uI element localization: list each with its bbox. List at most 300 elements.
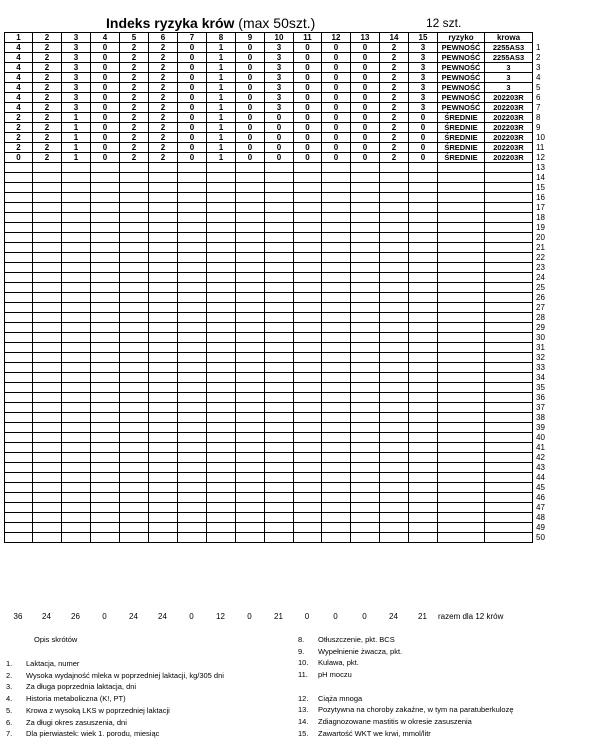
empty-cell xyxy=(149,343,178,353)
score-cell: 3 xyxy=(409,63,438,73)
total-value: 0 xyxy=(333,612,338,621)
cow-cell: 202203R xyxy=(485,123,533,133)
score-cell: 0 xyxy=(265,153,294,163)
empty-cell xyxy=(91,363,120,373)
empty-cell xyxy=(265,383,294,393)
empty-cell xyxy=(265,273,294,283)
empty-cell xyxy=(33,503,62,513)
legend-item-text: Za długa poprzednia laktacja, dni xyxy=(26,682,137,692)
score-cell: 0 xyxy=(178,143,207,153)
score-cell: 0 xyxy=(322,43,351,53)
empty-cell xyxy=(207,493,236,503)
empty-cell xyxy=(91,253,120,263)
empty-cell xyxy=(322,293,351,303)
empty-cell xyxy=(149,353,178,363)
empty-cell xyxy=(265,283,294,293)
empty-cell xyxy=(322,283,351,293)
risk-cell: PEWNOŚĆ xyxy=(438,103,485,113)
empty-cell xyxy=(236,423,265,433)
row-number: 15 xyxy=(536,183,545,192)
empty-cell xyxy=(438,383,485,393)
risk-cell: PEWNOŚĆ xyxy=(438,83,485,93)
table-row xyxy=(5,173,553,183)
legend-item xyxy=(6,670,224,682)
empty-cell xyxy=(438,513,485,523)
score-cell: 3 xyxy=(62,83,91,93)
empty-cell xyxy=(409,403,438,413)
column-header: 15 xyxy=(409,33,438,43)
empty-cell xyxy=(33,163,62,173)
empty-cell xyxy=(351,493,380,503)
empty-cell xyxy=(91,333,120,343)
empty-cell xyxy=(178,443,207,453)
empty-cell xyxy=(33,483,62,493)
empty-cell xyxy=(62,503,91,513)
score-cell: 2 xyxy=(149,133,178,143)
empty-cell xyxy=(236,443,265,453)
score-cell: 3 xyxy=(265,73,294,83)
score-cell: 0 xyxy=(322,73,351,83)
score-cell: 0 xyxy=(322,103,351,113)
row-number: 10 xyxy=(536,133,545,142)
empty-cell xyxy=(5,483,33,493)
table-row xyxy=(5,83,553,93)
empty-cell xyxy=(62,173,91,183)
score-cell: 0 xyxy=(322,133,351,143)
table-row xyxy=(5,403,553,413)
score-cell: 4 xyxy=(5,63,33,73)
score-cell: 2 xyxy=(380,73,409,83)
empty-cell xyxy=(120,283,149,293)
row-number: 47 xyxy=(536,503,545,512)
empty-cell xyxy=(485,253,533,263)
empty-cell xyxy=(351,303,380,313)
score-cell: 2 xyxy=(5,133,33,143)
empty-cell xyxy=(409,523,438,533)
score-cell: 0 xyxy=(265,123,294,133)
table-row xyxy=(5,253,553,263)
table-row xyxy=(5,203,553,213)
empty-cell xyxy=(91,473,120,483)
empty-cell xyxy=(120,313,149,323)
score-cell: 0 xyxy=(236,63,265,73)
empty-cell xyxy=(178,483,207,493)
empty-cell xyxy=(236,493,265,503)
empty-cell xyxy=(351,163,380,173)
score-cell: 3 xyxy=(62,53,91,63)
empty-cell xyxy=(120,263,149,273)
empty-cell xyxy=(33,473,62,483)
empty-cell xyxy=(5,533,33,543)
row-number: 24 xyxy=(536,273,545,282)
empty-cell xyxy=(62,453,91,463)
row-number: 22 xyxy=(536,253,545,262)
empty-cell xyxy=(294,393,322,403)
legend-item xyxy=(6,728,224,740)
empty-cell xyxy=(438,163,485,173)
empty-cell xyxy=(33,213,62,223)
score-cell: 2 xyxy=(149,143,178,153)
empty-cell xyxy=(409,363,438,373)
score-cell: 2 xyxy=(33,93,62,103)
empty-cell xyxy=(91,163,120,173)
score-cell: 2 xyxy=(5,123,33,133)
empty-cell xyxy=(33,533,62,543)
empty-cell xyxy=(149,383,178,393)
empty-cell xyxy=(294,463,322,473)
empty-cell xyxy=(265,193,294,203)
empty-cell xyxy=(207,303,236,313)
row-number: 17 xyxy=(536,203,545,212)
risk-table-grid xyxy=(4,32,553,543)
table-row xyxy=(5,133,553,143)
row-number: 35 xyxy=(536,383,545,392)
total-value: 26 xyxy=(71,612,80,621)
empty-cell xyxy=(91,173,120,183)
row-number: 1 xyxy=(536,43,541,52)
empty-cell xyxy=(120,343,149,353)
report-title xyxy=(0,14,591,32)
legend-item-number: 8. xyxy=(298,635,305,644)
score-cell: 0 xyxy=(236,113,265,123)
empty-cell xyxy=(120,163,149,173)
empty-cell xyxy=(149,433,178,443)
empty-cell xyxy=(91,183,120,193)
empty-cell xyxy=(294,313,322,323)
empty-cell xyxy=(409,343,438,353)
table-row xyxy=(5,523,553,533)
empty-cell xyxy=(485,393,533,403)
empty-cell xyxy=(33,263,62,273)
empty-cell xyxy=(33,373,62,383)
empty-cell xyxy=(62,363,91,373)
empty-cell xyxy=(178,393,207,403)
empty-cell xyxy=(322,223,351,233)
empty-cell xyxy=(380,343,409,353)
risk-cell: PEWNOŚĆ xyxy=(438,43,485,53)
empty-cell xyxy=(149,183,178,193)
empty-cell xyxy=(178,263,207,273)
score-cell: 0 xyxy=(409,113,438,123)
empty-cell xyxy=(485,203,533,213)
table-row xyxy=(5,493,553,503)
empty-cell xyxy=(62,343,91,353)
score-cell: 2 xyxy=(120,133,149,143)
empty-cell xyxy=(380,463,409,473)
empty-cell xyxy=(5,433,33,443)
row-number: 34 xyxy=(536,373,545,382)
score-cell: 0 xyxy=(178,113,207,123)
score-cell: 0 xyxy=(409,143,438,153)
row-number: 48 xyxy=(536,513,545,522)
row-number: 37 xyxy=(536,403,545,412)
empty-cell xyxy=(380,223,409,233)
score-cell: 3 xyxy=(409,73,438,83)
empty-cell xyxy=(409,383,438,393)
score-cell: 0 xyxy=(236,133,265,143)
empty-cell xyxy=(351,363,380,373)
empty-cell xyxy=(149,373,178,383)
empty-cell xyxy=(265,243,294,253)
empty-cell xyxy=(380,503,409,513)
empty-cell xyxy=(236,223,265,233)
empty-cell xyxy=(120,353,149,363)
legend-item xyxy=(298,693,514,705)
score-cell: 2 xyxy=(149,43,178,53)
score-cell: 2 xyxy=(149,83,178,93)
empty-cell xyxy=(409,303,438,313)
empty-cell xyxy=(351,353,380,363)
legend-item-number: 6. xyxy=(6,717,13,727)
column-header: 7 xyxy=(178,33,207,43)
empty-cell xyxy=(380,193,409,203)
empty-cell xyxy=(485,453,533,463)
table-row xyxy=(5,63,553,73)
empty-cell xyxy=(380,363,409,373)
empty-cell xyxy=(409,493,438,503)
empty-cell xyxy=(149,213,178,223)
empty-cell xyxy=(91,443,120,453)
score-cell: 2 xyxy=(149,73,178,83)
empty-cell xyxy=(409,253,438,263)
empty-cell xyxy=(178,233,207,243)
empty-cell xyxy=(178,533,207,543)
score-cell: 2 xyxy=(380,83,409,93)
empty-cell xyxy=(322,383,351,393)
empty-cell xyxy=(149,323,178,333)
empty-cell xyxy=(351,473,380,483)
empty-cell xyxy=(351,443,380,453)
score-cell: 3 xyxy=(265,93,294,103)
legend-item xyxy=(6,717,224,729)
empty-cell xyxy=(62,283,91,293)
empty-cell xyxy=(62,413,91,423)
score-cell: 3 xyxy=(265,43,294,53)
empty-cell xyxy=(178,493,207,503)
empty-cell xyxy=(351,393,380,403)
score-cell: 0 xyxy=(91,73,120,83)
empty-cell xyxy=(236,243,265,253)
empty-cell xyxy=(207,483,236,493)
empty-cell xyxy=(207,353,236,363)
legend-item xyxy=(6,681,224,693)
empty-cell xyxy=(322,233,351,243)
column-header: 3 xyxy=(62,33,91,43)
score-cell: 2 xyxy=(149,93,178,103)
total-value: 24 xyxy=(129,612,138,621)
empty-cell xyxy=(149,273,178,283)
score-cell: 0 xyxy=(178,133,207,143)
empty-cell xyxy=(5,313,33,323)
score-cell: 1 xyxy=(207,43,236,53)
empty-cell xyxy=(149,363,178,373)
empty-cell xyxy=(5,463,33,473)
empty-cell xyxy=(438,433,485,443)
score-cell: 2 xyxy=(33,83,62,93)
empty-cell xyxy=(236,173,265,183)
empty-cell xyxy=(380,433,409,443)
empty-cell xyxy=(485,403,533,413)
row-number: 18 xyxy=(536,213,545,222)
empty-cell xyxy=(294,213,322,223)
empty-cell xyxy=(207,423,236,433)
score-cell: 0 xyxy=(236,73,265,83)
empty-cell xyxy=(294,283,322,293)
score-cell: 3 xyxy=(62,103,91,113)
empty-cell xyxy=(236,373,265,383)
empty-cell xyxy=(5,253,33,263)
empty-cell xyxy=(485,333,533,343)
empty-cell xyxy=(485,463,533,473)
empty-cell xyxy=(178,453,207,463)
empty-cell xyxy=(149,253,178,263)
empty-cell xyxy=(236,533,265,543)
empty-cell xyxy=(265,363,294,373)
empty-cell xyxy=(438,173,485,183)
table-row xyxy=(5,43,553,53)
empty-cell xyxy=(485,413,533,423)
empty-cell xyxy=(207,463,236,473)
score-cell: 0 xyxy=(294,153,322,163)
empty-cell xyxy=(178,273,207,283)
row-number: 38 xyxy=(536,413,545,422)
empty-cell xyxy=(207,513,236,523)
empty-cell xyxy=(351,483,380,493)
title-main: Indeks ryzyka krów (max 50szt.) xyxy=(106,15,316,31)
score-cell: 3 xyxy=(409,53,438,63)
empty-cell xyxy=(120,523,149,533)
empty-cell xyxy=(294,243,322,253)
score-cell: 0 xyxy=(322,123,351,133)
empty-cell xyxy=(207,233,236,243)
empty-cell xyxy=(120,373,149,383)
empty-cell xyxy=(322,503,351,513)
legend-item-number: 11. xyxy=(298,670,308,680)
empty-cell xyxy=(294,473,322,483)
empty-cell xyxy=(409,223,438,233)
empty-cell xyxy=(5,493,33,503)
empty-cell xyxy=(265,223,294,233)
empty-cell xyxy=(33,343,62,353)
empty-cell xyxy=(409,413,438,423)
risk-table xyxy=(4,32,553,543)
empty-cell xyxy=(409,323,438,333)
empty-cell xyxy=(438,363,485,373)
empty-cell xyxy=(380,383,409,393)
empty-cell xyxy=(409,393,438,403)
empty-cell xyxy=(5,393,33,403)
score-cell: 4 xyxy=(5,73,33,83)
empty-cell xyxy=(485,233,533,243)
empty-cell xyxy=(62,203,91,213)
total-value: 0 xyxy=(247,612,252,621)
legend-item-text: Laktacja, numer xyxy=(26,659,80,668)
empty-cell xyxy=(294,173,322,183)
total-value: 36 xyxy=(13,612,23,621)
score-cell: 1 xyxy=(207,53,236,63)
empty-cell xyxy=(149,483,178,493)
empty-cell xyxy=(409,263,438,273)
score-cell: 0 xyxy=(236,143,265,153)
score-cell: 0 xyxy=(265,113,294,123)
empty-cell xyxy=(485,163,533,173)
empty-cell xyxy=(120,363,149,373)
empty-cell xyxy=(33,173,62,183)
empty-cell xyxy=(120,513,149,523)
empty-cell xyxy=(438,243,485,253)
empty-cell xyxy=(485,423,533,433)
empty-cell xyxy=(178,163,207,173)
cow-cell: 3 xyxy=(485,83,533,93)
score-cell: 0 xyxy=(178,73,207,83)
score-cell: 2 xyxy=(33,123,62,133)
empty-cell xyxy=(62,473,91,483)
empty-cell xyxy=(380,253,409,263)
legend-item-number: 12. xyxy=(298,693,309,703)
empty-cell xyxy=(485,263,533,273)
empty-cell xyxy=(207,503,236,513)
empty-cell xyxy=(207,363,236,373)
legend-item-number: 1. xyxy=(6,659,13,668)
column-header: ryzyko xyxy=(438,33,485,43)
score-cell: 0 xyxy=(351,153,380,163)
empty-cell xyxy=(380,293,409,303)
empty-cell xyxy=(265,513,294,523)
empty-cell xyxy=(91,403,120,413)
empty-cell xyxy=(33,303,62,313)
empty-cell xyxy=(485,493,533,503)
empty-cell xyxy=(409,293,438,303)
empty-cell xyxy=(485,183,533,193)
header-row xyxy=(5,33,553,43)
empty-cell xyxy=(236,333,265,343)
legend-left-column xyxy=(6,658,224,740)
empty-cell xyxy=(178,213,207,223)
empty-cell xyxy=(62,533,91,543)
score-cell: 0 xyxy=(91,93,120,103)
empty-cell xyxy=(149,513,178,523)
empty-cell xyxy=(438,453,485,463)
empty-cell xyxy=(322,243,351,253)
risk-cell: PEWNOŚĆ xyxy=(438,63,485,73)
empty-cell xyxy=(5,263,33,273)
empty-cell xyxy=(62,483,91,493)
empty-cell xyxy=(236,523,265,533)
empty-cell xyxy=(178,313,207,323)
empty-cell xyxy=(149,413,178,423)
table-row xyxy=(5,323,553,333)
empty-cell xyxy=(149,473,178,483)
empty-cell xyxy=(236,383,265,393)
score-cell: 0 xyxy=(178,83,207,93)
table-row xyxy=(5,163,553,173)
empty-cell xyxy=(322,493,351,503)
empty-cell xyxy=(351,313,380,323)
empty-cell xyxy=(380,203,409,213)
row-number: 28 xyxy=(536,313,545,322)
empty-cell xyxy=(438,353,485,363)
score-cell: 1 xyxy=(207,73,236,83)
table-row xyxy=(5,213,553,223)
row-number: 7 xyxy=(536,103,541,112)
empty-cell xyxy=(5,193,33,203)
total-value: 24 xyxy=(389,612,398,621)
empty-cell xyxy=(485,443,533,453)
empty-cell xyxy=(485,343,533,353)
empty-cell xyxy=(294,513,322,523)
empty-cell xyxy=(438,403,485,413)
score-cell: 3 xyxy=(265,63,294,73)
